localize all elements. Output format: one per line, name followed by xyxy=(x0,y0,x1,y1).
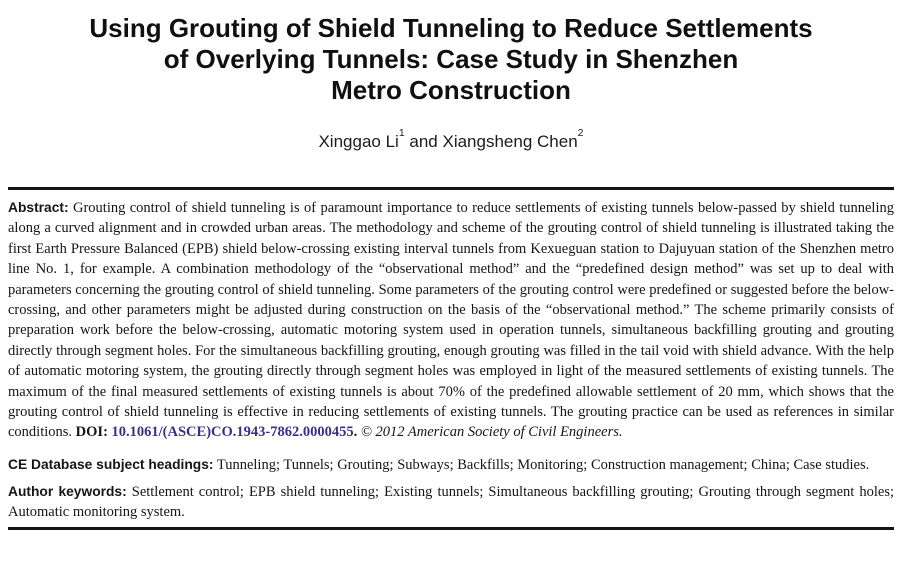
author-name-2: Xiangsheng Chen xyxy=(442,132,578,151)
author-affiliation-mark-2: 2 xyxy=(577,126,584,139)
paper-title xyxy=(36,13,866,106)
author-separator: and xyxy=(404,132,443,151)
bottom-divider xyxy=(8,527,894,530)
doi-period: . xyxy=(353,424,358,441)
subject-headings-text: Tunneling; Tunnels; Grouting; Subways; Backfills; Monitoring; Construction management; China; Case studies. xyxy=(216,456,870,473)
author-affiliation-mark-1: 1 xyxy=(398,126,405,139)
subject-headings-label: CE Database subject headings: xyxy=(8,456,214,472)
author-keywords-text: Settlement control; EPB shield tunneling; Existing tunnels; Simultaneous backfilling grouting; Grouting through segment holes; Automatic monitoring system. xyxy=(8,483,894,520)
author-keywords-label: Author keywords: xyxy=(8,483,127,499)
paper-title-line-1: Using Grouting of Shield Tunneling to Reduce Settlements xyxy=(89,13,813,43)
subject-headings-paragraph xyxy=(8,455,894,475)
author-keywords-paragraph xyxy=(8,482,894,524)
abstract-text: Grouting control of shield tunneling is of paramount importance to reduce settlements of existing tunnels below-passed by shield tunneling along a curved alignment and in crowded urban areas. The methodology and scheme of the grouting control of shield tunneling is illustrated taking the first Earth Pressure Balanced (EPB) shield below-crossing existing interval tunnels from Kexueguan station to Dajuyuan station of the Shenzhen metro line No. 1, for example. A combination methodology of the “observational method” and the “predefined design method” was set up to deal with parameters concerning the grouting control of shield tunneling. Some parameters of the grouting control were predefined or suggested before the below-crossing, and other parameters might be adjusted during construction on the basis of the “observational method.” The scheme primarily consists of preparation work before the below-crossing, automatic motoring system used in operation tunnels, simultaneous backfilling grouting and grouting directly through segment holes. For the simultaneous backfilling grouting, enough grouting was filled in the tail void with shield advance. With the help of automatic motoring system, the grouting directly through segment holes was employed in light of the measured settlements of existing tunnels. The maximum of the final measured settlements of existing tunnels is about 70% of the predefined allowable settlement of 20 mm, which shows that the grouting control of shield tunneling is effective in reducing settlements of existing tunnels. The grouting practice can be used as references in similar conditions. xyxy=(8,200,894,441)
author-name-1: Xinggao Li xyxy=(318,132,399,151)
paper-page xyxy=(0,13,902,530)
paper-title-line-3: Metro Construction xyxy=(331,75,571,105)
copyright-notice: © 2012 American Society of Civil Engineers. xyxy=(360,424,623,441)
abstract-paragraph xyxy=(8,198,894,443)
doi-link[interactable]: 10.1061/(ASCE)CO.1943-7862.0000455 xyxy=(111,424,354,441)
author-byline xyxy=(8,126,894,153)
paper-title-line-2: of Overlying Tunnels: Case Study in Shenzhen xyxy=(163,44,739,74)
top-divider xyxy=(8,187,894,190)
abstract-label: Abstract: xyxy=(8,200,69,215)
doi-label: DOI: xyxy=(75,424,108,441)
